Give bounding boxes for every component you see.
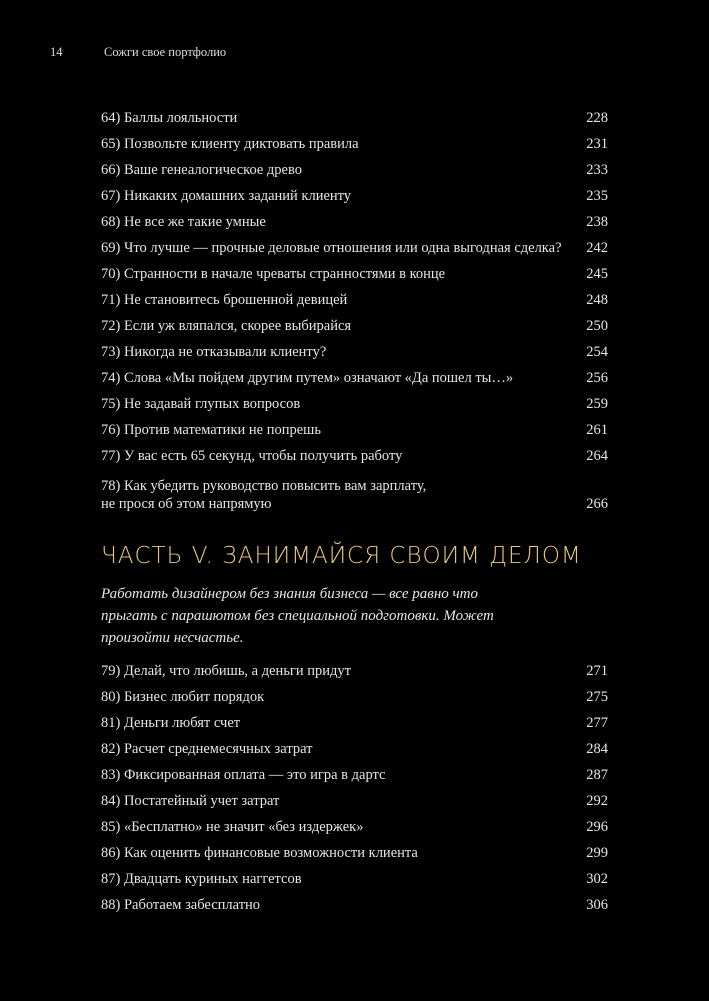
toc-entry-title: 67) Никаких домашних заданий клиенту — [101, 188, 352, 204]
toc-entry[interactable] — [101, 758, 608, 784]
toc-entry-title: 74) Слова «Мы пойдем другим путем» означают «Да пошел ты…» — [101, 370, 514, 386]
toc-entry-title: 88) Работаем забесплатно — [101, 897, 261, 913]
toc-entry-page: 296 — [586, 819, 608, 835]
page-number: 14 — [50, 45, 63, 59]
toc-entry-title: 65) Позвольте клиенту диктовать правила — [101, 136, 359, 152]
toc-entry-title: 72) Если уж вляпался, скорее выбирайся — [101, 318, 352, 334]
toc-entry[interactable] — [101, 231, 608, 257]
toc-entry-page: 238 — [586, 214, 608, 230]
toc-entry-title: 69) Что лучше — прочные деловые отношения или одна выгодная сделка? — [101, 240, 562, 256]
toc-entry-page: 259 — [586, 396, 608, 412]
toc-entry-title: 78) Как убедить руководство повысить вам зарплату, не прося об этом напрямую — [101, 478, 427, 512]
part-epigraph: Работать дизайнером без знания бизнеса — все равно что прыгать с парашютом без специальной подготовки. Может произойти несчастье. — [101, 586, 494, 646]
toc-entry-page: 233 — [586, 162, 608, 178]
toc-entry[interactable] — [101, 654, 608, 680]
part-heading: ЧАСТЬ V. ЗАНИМАЙСЯ СВОИМ ДЕЛОМ — [101, 543, 582, 569]
toc-entry[interactable] — [101, 732, 608, 758]
toc-entry[interactable] — [101, 335, 608, 361]
toc-entry-page: 261 — [586, 422, 608, 438]
toc-entry[interactable] — [101, 784, 608, 810]
toc-entry[interactable] — [101, 862, 608, 888]
toc-entry-title: 64) Баллы лояльности — [101, 110, 238, 126]
toc-entry[interactable] — [101, 387, 608, 413]
toc-entry-page: 250 — [586, 318, 608, 334]
toc-entry[interactable] — [101, 465, 608, 513]
toc-entry-page: 254 — [586, 344, 608, 360]
toc-entry-page: 292 — [586, 793, 608, 809]
toc-entry[interactable] — [101, 413, 608, 439]
toc-entry-page: 271 — [586, 663, 608, 679]
toc-entry[interactable] — [101, 205, 608, 231]
toc-entry[interactable] — [101, 810, 608, 836]
toc-entry-title: 76) Против математики не попрешь — [101, 422, 321, 438]
toc-entry[interactable] — [101, 283, 608, 309]
toc-entry-title: 71) Не становитесь брошенной девицей — [101, 292, 348, 308]
toc-entry[interactable] — [101, 179, 608, 205]
toc-entry[interactable] — [101, 888, 608, 914]
toc-entry-page: 299 — [586, 845, 608, 861]
toc-entry-page: 228 — [586, 110, 608, 126]
toc-entry[interactable] — [101, 680, 608, 706]
toc-entry-page: 275 — [586, 689, 608, 705]
toc-entry-title: 81) Деньги любят счет — [101, 715, 241, 731]
toc-entry-title: 73) Никогда не отказывали клиенту? — [101, 344, 327, 360]
toc-entry[interactable] — [101, 257, 608, 283]
toc-entry-title: 70) Странности в начале чреваты странностями в конце — [101, 266, 446, 282]
toc-entry[interactable] — [101, 361, 608, 387]
toc-entry-title: 83) Фиксированная оплата — это игра в дартс — [101, 767, 386, 783]
toc-entry[interactable] — [101, 836, 608, 862]
toc-entry-page: 256 — [586, 370, 608, 386]
toc-entry-title: 82) Расчет среднемесячных затрат — [101, 741, 313, 757]
toc-entry-title: 77) У вас есть 65 секунд, чтобы получить работу — [101, 448, 403, 464]
toc-entry[interactable] — [101, 127, 608, 153]
toc-entry-title: 84) Постатейный учет затрат — [101, 793, 280, 809]
toc-entry-page: 245 — [586, 266, 608, 282]
toc-entry-page: 284 — [586, 741, 608, 757]
toc-list-top — [101, 101, 608, 513]
toc-entry-page: 264 — [586, 448, 608, 464]
toc-entry-title: 79) Делай, что любишь, а деньги придут — [101, 663, 351, 679]
toc-entry-page: 287 — [586, 767, 608, 783]
toc-entry[interactable] — [101, 101, 608, 127]
toc-entry-page: 231 — [586, 136, 608, 152]
toc-entry[interactable] — [101, 439, 608, 465]
toc-entry-title: 86) Как оценить финансовые возможности клиента — [101, 845, 418, 861]
toc-entry[interactable] — [101, 706, 608, 732]
toc-entry-title: 85) «Бесплатно» не значит «без издержек» — [101, 819, 364, 835]
toc-entry-page: 306 — [586, 897, 608, 913]
toc-entry-page: 248 — [586, 292, 608, 308]
running-title: Сожги свое портфолио — [104, 45, 227, 59]
toc-list-bottom — [101, 654, 608, 914]
toc-entry-page: 302 — [586, 871, 608, 887]
toc-entry-page: 242 — [586, 240, 608, 256]
toc-entry-title: 75) Не задавай глупых вопросов — [101, 396, 301, 412]
toc-entry-title: 80) Бизнес любит порядок — [101, 689, 265, 705]
toc-entry[interactable] — [101, 309, 608, 335]
toc-entry-title: 68) Не все же такие умные — [101, 214, 266, 230]
toc-entry-title: 87) Двадцать куриных наггетсов — [101, 871, 302, 887]
toc-entry-page: 277 — [586, 715, 608, 731]
toc-entry[interactable] — [101, 153, 608, 179]
toc-entry-title: 66) Ваше генеалогическое древо — [101, 162, 302, 178]
toc-entry-page: 266 — [586, 496, 608, 512]
toc-entry-page: 235 — [586, 188, 608, 204]
